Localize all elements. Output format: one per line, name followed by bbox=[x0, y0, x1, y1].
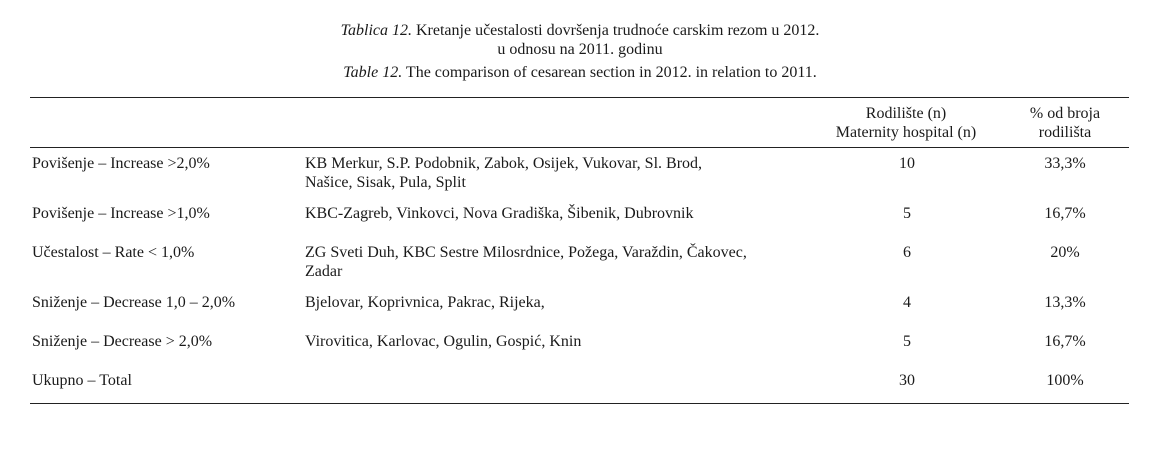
row-category: Učestalost – Rate < 1,0% bbox=[32, 244, 195, 261]
header-hospital-count-line1: Rodilište (n) bbox=[865, 105, 947, 122]
row-percent: 33,3% bbox=[1044, 155, 1086, 172]
row-hospitals bbox=[305, 332, 825, 351]
table-header-rule bbox=[30, 147, 1129, 148]
caption-text-english: The comparison of cesarean section in 2012. in relation to 2011. bbox=[405, 64, 817, 81]
row-hospitals bbox=[305, 293, 825, 312]
row-count: 5 bbox=[903, 333, 911, 350]
row-hospitals-line2: Zadar bbox=[305, 263, 343, 280]
row-percent: 100% bbox=[1046, 372, 1084, 389]
table-bottom-rule bbox=[30, 403, 1129, 404]
row-percent: 20% bbox=[1050, 244, 1080, 261]
row-hospitals-line1: ZG Sveti Duh, KBC Sestre Milosrdnice, Požega, Varaždin, Čakovec, bbox=[305, 244, 747, 261]
row-category: Povišenje – Increase >1,0% bbox=[32, 205, 210, 222]
row-count: 30 bbox=[899, 372, 915, 389]
table-caption-croatian bbox=[0, 22, 1152, 40]
row-category: Sniženje – Decrease 1,0 – 2,0% bbox=[32, 294, 236, 311]
caption-label-english: Table 12. bbox=[343, 64, 403, 81]
row-hospitals bbox=[305, 154, 825, 192]
row-hospitals bbox=[305, 243, 825, 281]
row-hospitals-line2: Našice, Sisak, Pula, Split bbox=[305, 174, 466, 191]
header-percent bbox=[1000, 104, 1130, 142]
table-top-rule bbox=[30, 97, 1129, 98]
row-hospitals-line1: KBC-Zagreb, Vinkovci, Nova Gradiška, Šibenik, Dubrovnik bbox=[305, 205, 694, 222]
header-percent-line2: rodilišta bbox=[1038, 124, 1092, 141]
row-category: Ukupno – Total bbox=[32, 372, 132, 389]
table-caption-english bbox=[0, 64, 1152, 82]
row-percent: 16,7% bbox=[1044, 333, 1086, 350]
caption-label-croatian: Tablica 12. bbox=[340, 22, 412, 39]
row-hospitals bbox=[305, 204, 825, 223]
row-percent: 13,3% bbox=[1044, 294, 1086, 311]
caption-text-croatian-line1: Kretanje učestalosti dovršenja trudnoće carskim rezom u 2012. bbox=[416, 22, 820, 39]
header-hospital-count bbox=[808, 104, 1004, 142]
row-category: Sniženje – Decrease > 2,0% bbox=[32, 333, 213, 350]
row-count: 5 bbox=[903, 205, 911, 222]
row-count: 6 bbox=[903, 244, 911, 261]
row-hospitals-line1: Virovitica, Karlovac, Ogulin, Gospić, Knin bbox=[305, 333, 582, 350]
caption-text-croatian-line2: u odnosu na 2011. godinu bbox=[497, 41, 663, 58]
row-hospitals-line1: KB Merkur, S.P. Podobnik, Zabok, Osijek, Vukovar, Sl. Brod, bbox=[305, 155, 703, 172]
row-hospitals-line1: Bjelovar, Koprivnica, Pakrac, Rijeka, bbox=[305, 294, 545, 311]
header-hospital-count-line2: Maternity hospital (n) bbox=[835, 124, 977, 141]
row-count: 4 bbox=[903, 294, 911, 311]
row-percent: 16,7% bbox=[1044, 205, 1086, 222]
row-count: 10 bbox=[899, 155, 915, 172]
row-category: Povišenje – Increase >2,0% bbox=[32, 155, 210, 172]
header-percent-line1: % od broja bbox=[1029, 105, 1101, 122]
